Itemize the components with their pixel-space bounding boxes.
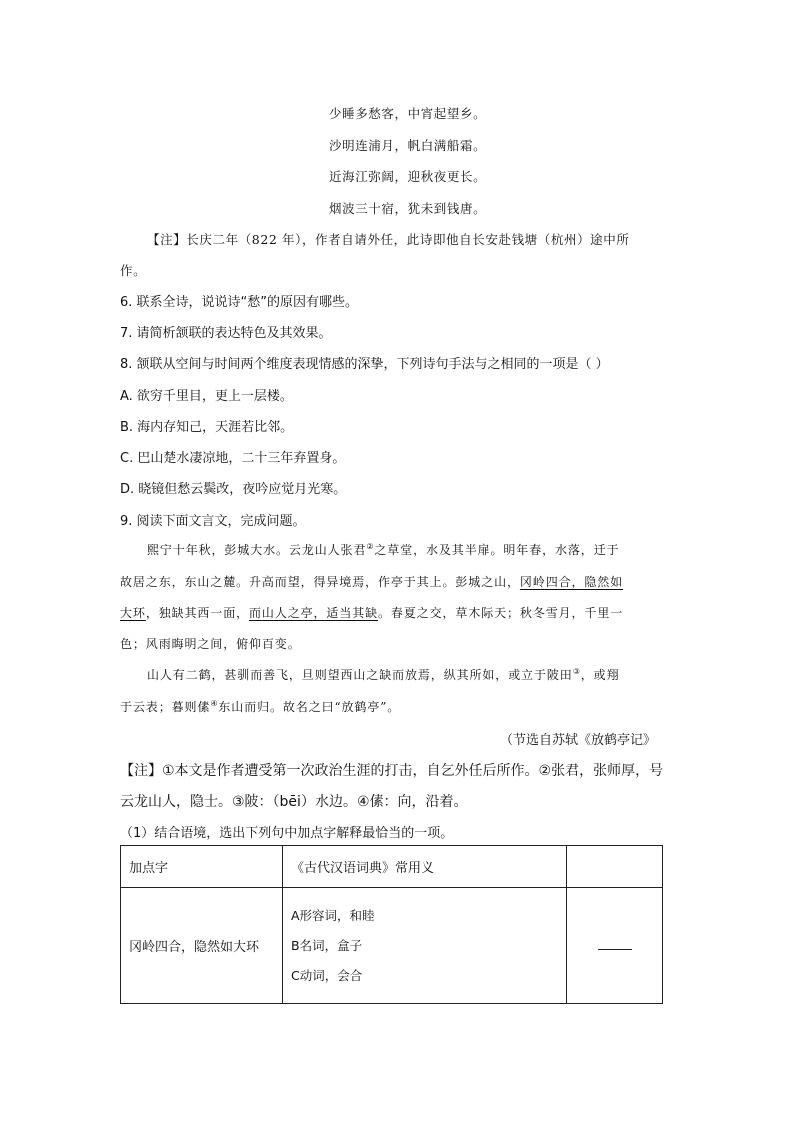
passage-note-line: 云龙山人，隐士。③陂：（bēi）水边。④傃：向，沿着。 (120, 794, 468, 810)
poem-line: 近海江弥阔，迎秋夜更长。 (329, 169, 487, 184)
poem-line: 烟波三十宿，犹未到钱唐。 (329, 201, 487, 216)
table-sentence-cell: 冈岭四合，隐然如大环 (121, 888, 283, 1004)
option-d: D. 晓镜但愁云鬓改，夜吟应觉月光寒。 (120, 482, 347, 497)
underlined-phrase: 而山人之亭，适当其缺 (249, 606, 379, 620)
underlined-phrase: 大环 (120, 606, 146, 620)
table-header-cell (567, 846, 663, 888)
question-9: 9. 阅读下面文言文，完成问题。 (120, 514, 306, 529)
passage-line: 山人有二鹤，甚驯而善飞，旦则望西山之缺而放焉，纵其所如，或立于陂田③，或翔 (147, 667, 620, 682)
meaning-option: B名词，盒子 (291, 937, 363, 953)
question-7: 7. 请简析颔联的表达特色及其效果。 (120, 326, 332, 341)
poem-line: 沙明连浦月，帆白满船霜。 (329, 138, 487, 153)
answer-table (120, 845, 663, 1004)
meaning-option: C动词，会合 (291, 967, 363, 983)
question-6: 6. 联系全诗，说说诗“愁”的原因有哪些。 (120, 295, 359, 310)
passage-note-line: 【注】①本文是作者遭受第一次政治生涯的打击，自乞外任后所作。②张君，张师厚，号 (120, 763, 664, 779)
table-header-cell: 《古代汉语词典》常用义 (283, 846, 567, 888)
table-row (121, 888, 663, 1004)
passage-line: 故居之东，东山之麓。升高而望，得异境焉，作亭于其上。彭城之山，冈岭四合，隐然如 (120, 575, 624, 589)
poem-note-line: 【注】长庆二年（822 年），作者自请外任，此诗即他自长安赴钱塘（杭州）途中所 (147, 232, 630, 247)
question-8: 8. 颔联从空间与时间两个维度表现情感的深挚，下列诗句手法与之相同的一项是（ ） (120, 357, 609, 372)
underlined-phrase: 冈岭四合，隐然如 (519, 575, 624, 589)
answer-blank[interactable] (598, 937, 632, 950)
passage-line: 于云表；暮则傃④东山而归。故名之曰“放鹤亭”。 (120, 699, 401, 714)
table-options-cell (283, 888, 567, 1004)
passage-line: 大环，独缺其西一面，而山人之亭，适当其缺。春夏之交，草木际天；秋冬雪月，千里一 (120, 606, 624, 620)
option-c: C. 巴山楚水凄凉地，二十三年弃置身。 (120, 451, 346, 466)
option-a: A. 欲穷千里目，更上一层楼。 (120, 389, 293, 404)
table-header-cell: 加点字 (121, 846, 283, 888)
poem-line: 少睡多愁客，中宵起望乡。 (329, 106, 487, 121)
passage-line: 熙宁十年秋，彭城大水。云龙山人张君②之草堂，水及其半扉。明年春，水落，迁于 (147, 542, 620, 557)
meaning-option: A形容词，和睦 (291, 907, 375, 923)
option-b: B. 海内存知己，天涯若比邻。 (120, 420, 294, 435)
sub-question-1: （1）结合语境，选出下列句中加点字解释最恰当的一项。 (120, 826, 454, 841)
answer-cell[interactable] (567, 888, 663, 1004)
poem-note-line: 作。 (120, 263, 147, 278)
passage-line: 色；风雨晦明之间，俯仰百变。 (120, 637, 301, 651)
passage-source: （节选自苏轼《放鹤亭记》 (500, 733, 657, 748)
table-header-row (121, 846, 663, 888)
